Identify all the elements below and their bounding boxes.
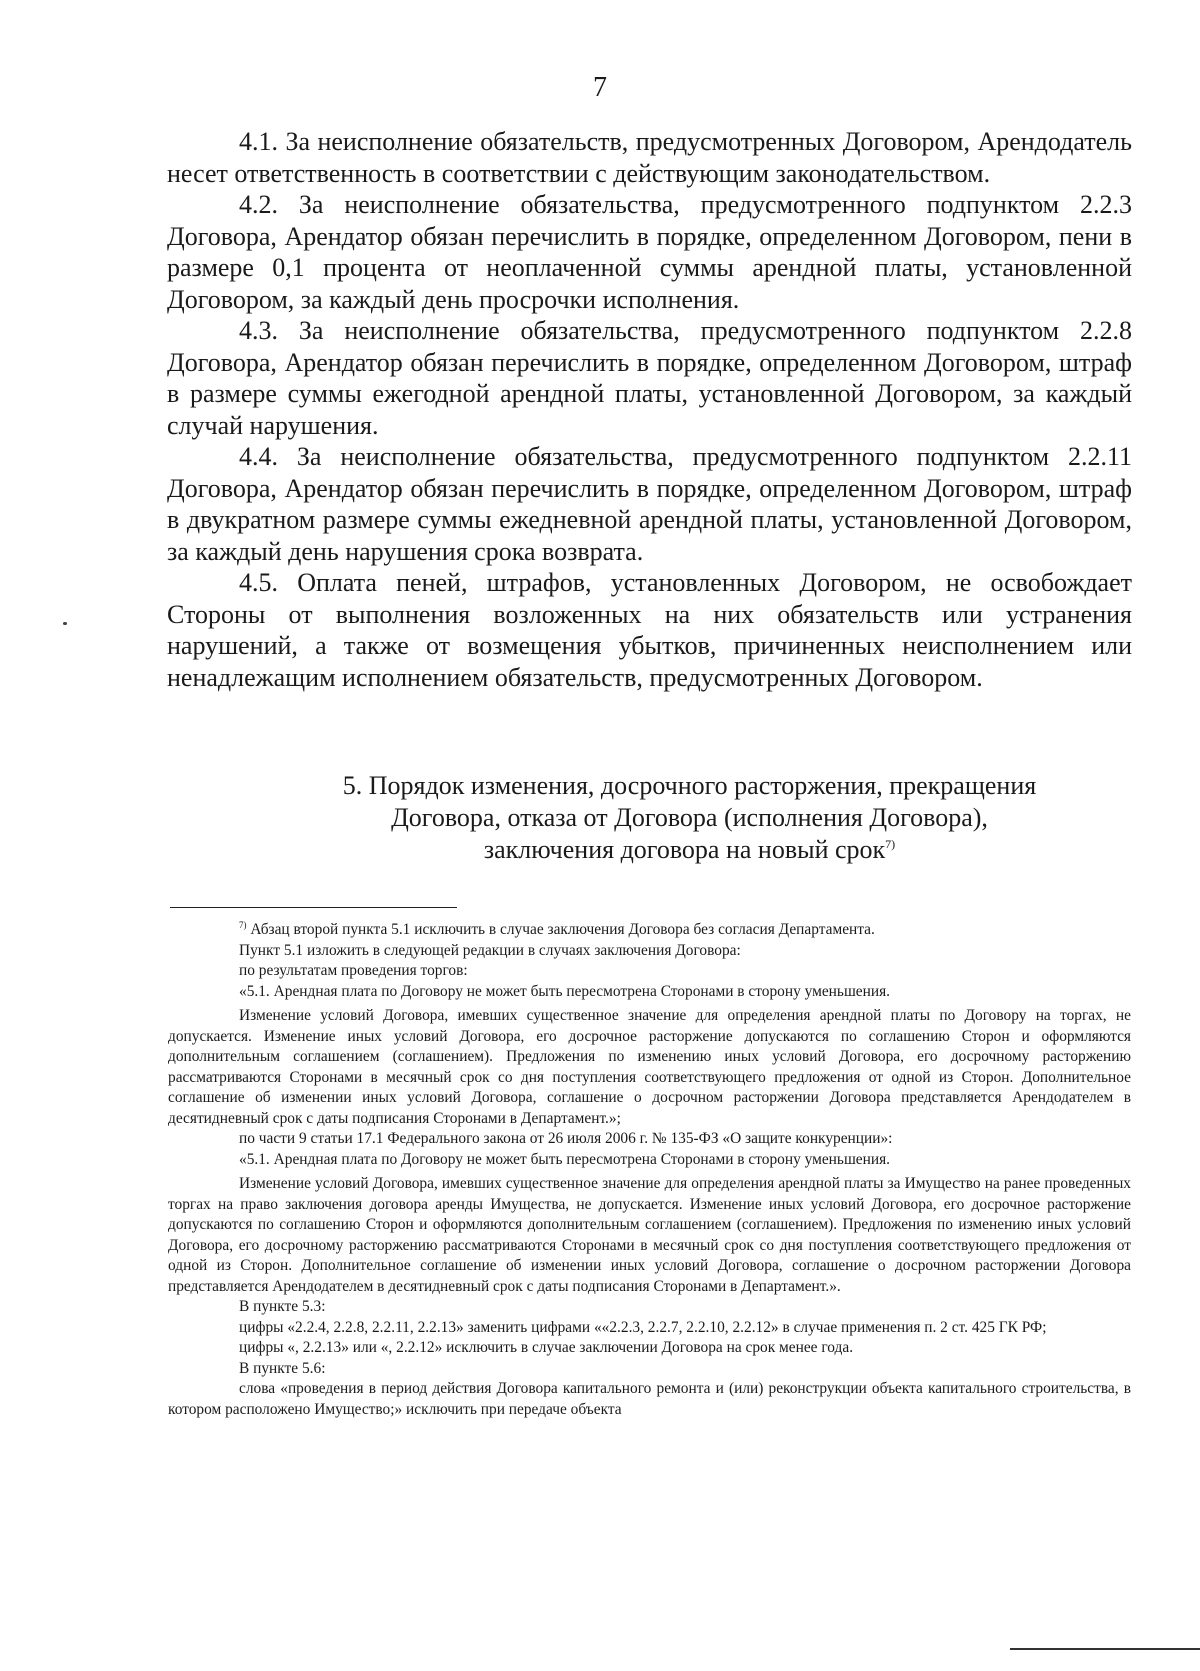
- paragraph-4-5: 4.5. Оплата пеней, штрафов, установленных Договором, не освобождает Стороны от выполнения возложенных на них обязательств или устранения нарушений, а также от возмещения убытков, причиненных неисполнением или ненадлежащим исполнением обязательств, предусмотренных Договором.: [167, 568, 1132, 692]
- footnote-line: цифры «, 2.2.13» или «, 2.2.12» исключить в случае заключении Договора на срок менее года.: [239, 1339, 854, 1356]
- footnote-line: Изменение условий Договора, имевших существенное значение для определения арендной платы по Договору на торгах, не допускается. Изменение иных условий Договора, его досрочное расторжение допускаются по соглашению Сторон и оформляются дополнительным соглашением (соглашением). Предложения по изменению иных условий Договора, его досрочному расторжению рассматриваются Сторонами в месячный срок со дня поступления соответствующего предложения от одной из Сторон. Дополнительное соглашение об изменении иных условий Договора, соглашение о досрочном расторжении Договора представляется Арендодателем в десятидневный срок с даты подписания Сторонами в Департамент.»;: [168, 1007, 1131, 1127]
- paragraph-4-2: 4.2. За неисполнение обязательства, предусмотренного подпунктом 2.2.3 Договора, Арендатор обязан перечислить в порядке, определенном Договором, пени в размере 0,1 процента от неоплаченной суммы арендной платы, установленной Договором, за каждый день просрочки исполнения.: [167, 190, 1132, 314]
- section-5-heading: [167, 770, 1132, 866]
- footnote-line: «5.1. Арендная плата по Договору не может быть пересмотрена Сторонами в сторону уменьшения.: [239, 1150, 891, 1168]
- paragraph-4-4: 4.4. За неисполнение обязательства, предусмотренного подпунктом 2.2.11 Договора, Арендатор обязан перечислить в порядке, определенном Договором, штраф в двукратном размере суммы ежедневной арендной платы, установленной Договором, за каждый день нарушения срока возврата.: [167, 442, 1132, 566]
- footnote-block: [168, 920, 1131, 1420]
- section-title-line-3: [247, 834, 1132, 866]
- footnote-line: цифры «2.2.4, 2.2.8, 2.2.11, 2.2.13» заменить цифрами ««2.2.3, 2.2.7, 2.2.10, 2.2.12» в случае применения п. 2 ст. 425 ГК РФ;: [239, 1318, 1047, 1336]
- footnote-marker: 7): [239, 920, 247, 930]
- footnote-line: Пункт 5.1 изложить в следующей редакции в случаях заключения Договора:: [239, 941, 741, 959]
- section-title-line-3-text: заключения договора на новый срок: [483, 835, 886, 864]
- section-title-line-1: 5. Порядок изменения, досрочного расторжения, прекращения: [342, 771, 1037, 800]
- footnote-line: слова «проведения в период действия Договора капитального ремонта и (или) реконструкции объекта капитального строительства, в котором расположено Имущество;» исключить при передаче объекта: [168, 1380, 1131, 1418]
- footnote-reference: 7): [885, 837, 896, 851]
- paragraph-4-3: 4.3. За неисполнение обязательства, предусмотренного подпунктом 2.2.8 Договора, Арендатор обязан перечислить в порядке, определенном Договором, штраф в размере суммы ежегодной арендной платы, установленной Договором, за каждый случай нарушения.: [167, 316, 1132, 440]
- footnote-line: по части 9 статьи 17.1 Федерального закона от 26 июля 2006 г. № 135-ФЗ «О защите конкуренции»:: [239, 1130, 893, 1147]
- page-number: 7: [593, 72, 607, 103]
- scan-edge-line: [1010, 1648, 1200, 1650]
- main-text: [167, 126, 1132, 693]
- footnote-separator: [170, 907, 457, 908]
- footnote-line: В пункте 5.6:: [239, 1359, 326, 1377]
- section-title-line-2: Договора, отказа от Договора (исполнения Договора),: [391, 803, 988, 832]
- footnote-line: по результатам проведения торгов:: [239, 962, 468, 979]
- scan-speck: [63, 622, 67, 625]
- footnote-line: «5.1. Арендная плата по Договору не может быть пересмотрена Сторонами в сторону уменьшения.: [239, 982, 891, 1000]
- footnote-line: [168, 920, 1131, 941]
- paragraph-4-1: 4.1. За неисполнение обязательств, предусмотренных Договором, Арендодатель несет ответственность в соответствии с действующим законодательством.: [167, 127, 1132, 188]
- footnote-line: В пункте 5.3:: [239, 1298, 326, 1315]
- footnote-line: Изменение условий Договора, имевших существенное значение для определения арендной платы за Имущество на ранее проведенных торгах на право заключения договора аренды Имущества, не допускается. Изменение иных условий Договора, его досрочное расторжение допускаются по соглашению Сторон и оформляются дополнительным соглашением (соглашением). Предложения по изменению иных условий Договора, его досрочному расторжению рассматриваются Сторонами в месячный срок со дня поступления соответствующего предложения от одной из Сторон. Дополнительное соглашение об изменении иных условий Договора, соглашение о досрочном расторжении Договора представляется Арендодателем в десятидневный срок с даты подписания Сторонами в Департамент.».: [168, 1175, 1131, 1295]
- footnote-line-text: Абзац второй пункта 5.1 исключить в случае заключения Договора без согласия Департамента.: [250, 921, 875, 938]
